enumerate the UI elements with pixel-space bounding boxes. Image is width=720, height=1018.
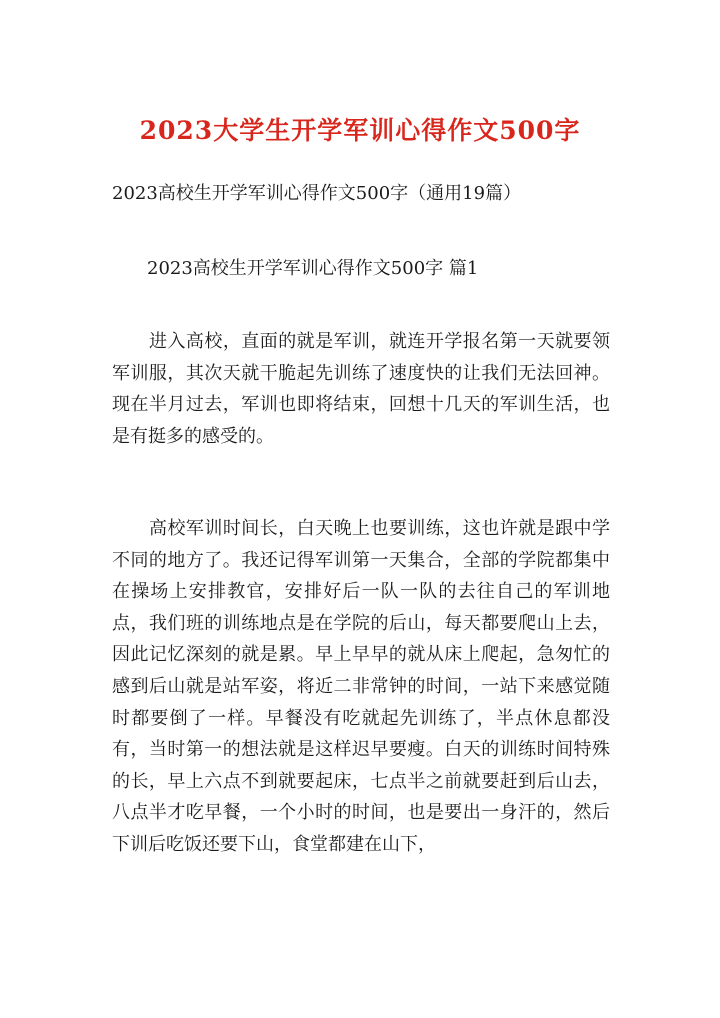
paragraph: 高校军训时间长，白天晚上也要训练，这也许就是跟中学不同的地方了。我还记得军训第一天集合，全部的学院都集中在操场上安排教官，安排好后一队一队的去往自己的军训地点，我们班的训练地点是在学院的后山，每天都要爬山上去，因此记忆深刻的就是累。早上早早的就从床上爬起，急匆忙的感到后山就是站军姿，将近二非常钟的时间，一站下来感觉随时都要倒了一样。早餐没有吃就起先训练了，半点休息都没有，当时第一的想法就是这样迟早要瘦。白天的训练时间特殊的长，早上六点不到就要起床，七点半之前就要赶到后山去，八点半才吃早餐，一个小时的时间，也是要出一身汗的，然后下训后吃饭还要下山，食堂都建在山下， (112, 518, 610, 855)
document-subtitle: 2023高校生开学军训心得作文500字（通用19篇） (112, 183, 522, 204)
document-title: 2023大学生开学军训心得作文500字 (139, 116, 581, 145)
paragraph: 进入高校，直面的就是军训，就连开学报名第一天就要领军训服，其次天就干脆起先训练了速度快的让我们无法回神。现在半月过去，军训也即将结束，回想十几天的军训生活，也是有挺多的感受的。 (112, 331, 610, 447)
section-heading: 2023高校生开学军训心得作文500字 篇1 (147, 258, 479, 279)
